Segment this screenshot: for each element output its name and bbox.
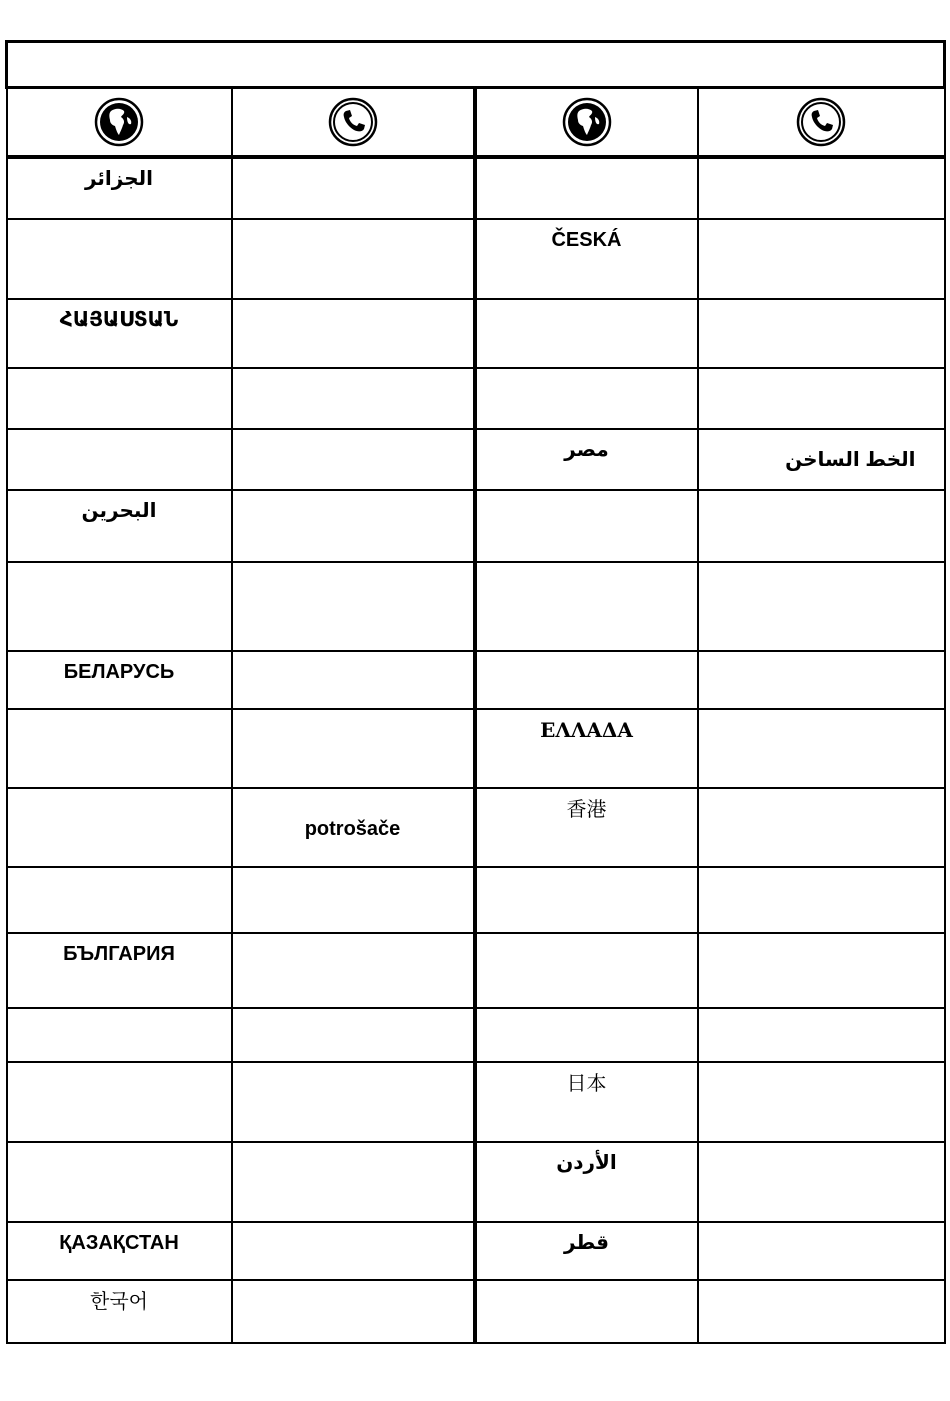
phone-left-text xyxy=(233,220,473,228)
phone-left-cell xyxy=(232,867,475,933)
phone-left-text xyxy=(233,563,473,571)
country-left-cell xyxy=(7,368,232,429)
country-right-text: 日本 xyxy=(566,1071,607,1095)
table-row xyxy=(7,219,945,299)
country-left-text: البحرين xyxy=(81,500,157,522)
country-right-text: 香港 xyxy=(566,797,607,821)
table-row xyxy=(7,709,945,788)
country-left-text xyxy=(8,1143,231,1151)
phone-left-cell xyxy=(232,219,475,299)
phone-right-cell xyxy=(698,1222,945,1280)
table-row xyxy=(7,299,945,368)
phone-left-text xyxy=(233,491,473,499)
phone-right-cell xyxy=(698,933,945,1008)
country-left-cell xyxy=(7,788,232,867)
country-right-text xyxy=(477,934,697,942)
phone-right-text xyxy=(699,934,944,942)
country-right-cell xyxy=(475,429,698,490)
phone-left-text xyxy=(233,300,473,308)
phone-left-cell xyxy=(232,157,475,219)
phone-left-cell xyxy=(232,1222,475,1280)
country-left-text: БЕЛАРУСЬ xyxy=(63,661,175,683)
phone-right-text xyxy=(699,652,944,660)
country-right-text xyxy=(477,563,697,571)
phone-right-text xyxy=(699,1223,944,1231)
phone-left-cell xyxy=(232,562,475,651)
support-contacts-table xyxy=(5,40,943,1344)
phone-right-cell xyxy=(698,219,945,299)
country-left-text xyxy=(8,563,231,571)
country-right-cell xyxy=(475,933,698,1008)
phone-right-cell xyxy=(698,1062,945,1142)
phone-right-cell xyxy=(698,368,945,429)
phone-left-text xyxy=(233,430,473,438)
country-right-text xyxy=(477,369,697,377)
country-right-cell xyxy=(475,788,698,867)
country-right-cell xyxy=(475,1008,698,1062)
country-left-cell xyxy=(7,429,232,490)
table-row xyxy=(7,490,945,562)
phone-left-text xyxy=(233,369,473,377)
country-left-cell xyxy=(7,933,232,1008)
country-left-cell xyxy=(7,1222,232,1280)
country-left-cell xyxy=(7,562,232,651)
phone-left-text xyxy=(233,1143,473,1151)
country-left-text xyxy=(8,789,231,797)
phone-left-cell xyxy=(232,429,475,490)
country-left-text: ՀԱՅԱՍՏԱՆ xyxy=(59,309,179,331)
country-left-text xyxy=(8,1063,231,1071)
country-left-cell xyxy=(7,867,232,933)
phone-right-text xyxy=(699,1281,944,1289)
phone-left-cell xyxy=(232,1142,475,1222)
country-right-text xyxy=(477,491,697,499)
phone-right-text xyxy=(699,220,944,228)
phone-right-cell xyxy=(698,1280,945,1343)
phone-right-cell xyxy=(698,709,945,788)
phone-left-cell xyxy=(232,709,475,788)
country-right-text: ΕΛΛΑΔΑ xyxy=(540,718,633,742)
globe-icon xyxy=(562,97,612,147)
phone-right-cell xyxy=(698,490,945,562)
country-right-text: الأردن xyxy=(556,1152,617,1174)
country-right-text xyxy=(477,868,697,876)
table-row xyxy=(7,1280,945,1343)
country-right-cell xyxy=(475,709,698,788)
phone-right-text xyxy=(699,300,944,308)
phone-right-text xyxy=(699,789,944,797)
table-row xyxy=(7,368,945,429)
country-left-text xyxy=(8,710,231,718)
country-right-cell xyxy=(475,1222,698,1280)
country-right-text xyxy=(477,300,697,308)
table-row xyxy=(7,562,945,651)
header-phone-left xyxy=(232,88,475,158)
phone-left-cell xyxy=(232,788,475,867)
phone-right-text xyxy=(699,1063,944,1071)
country-left-cell xyxy=(7,219,232,299)
country-right-text xyxy=(477,159,697,167)
header-phone-right xyxy=(698,88,945,158)
phone-right-cell xyxy=(698,429,945,490)
table-row xyxy=(7,429,945,490)
phone-right-text xyxy=(699,868,944,876)
country-right-cell xyxy=(475,867,698,933)
table-row xyxy=(7,157,945,219)
country-left-text xyxy=(8,369,231,377)
country-right-text: مصر xyxy=(564,439,609,461)
header-country-right xyxy=(475,88,698,158)
country-right-cell xyxy=(475,219,698,299)
country-right-cell xyxy=(475,157,698,219)
phone-icon xyxy=(796,97,846,147)
country-left-cell xyxy=(7,490,232,562)
phone-left-cell xyxy=(232,299,475,368)
phone-left-cell xyxy=(232,490,475,562)
country-right-text: قطر xyxy=(563,1232,610,1254)
country-right-cell xyxy=(475,1280,698,1343)
globe-icon xyxy=(94,97,144,147)
country-right-text xyxy=(477,1281,697,1289)
phone-left-text xyxy=(233,710,473,718)
table-row xyxy=(7,1008,945,1062)
country-left-text: الجزائر xyxy=(84,168,154,190)
phone-right-cell xyxy=(698,157,945,219)
phone-left-text xyxy=(233,1009,473,1017)
phone-left-text: potrošače xyxy=(304,818,401,840)
phone-left-text xyxy=(233,159,473,167)
phone-right-text: الخط الساخن xyxy=(785,449,916,471)
phone-left-text xyxy=(233,652,473,660)
country-left-text: БЪЛГАРИЯ xyxy=(63,943,175,965)
phone-right-cell xyxy=(698,299,945,368)
phone-left-cell xyxy=(232,933,475,1008)
country-left-cell xyxy=(7,1142,232,1222)
country-right-cell xyxy=(475,562,698,651)
phone-left-text xyxy=(233,1223,473,1231)
country-right-cell xyxy=(475,651,698,709)
table-row xyxy=(7,933,945,1008)
country-right-text xyxy=(477,1009,697,1017)
table-row xyxy=(7,1062,945,1142)
country-right-cell xyxy=(475,490,698,562)
table-row xyxy=(7,651,945,709)
table-row xyxy=(7,1222,945,1280)
phone-right-text xyxy=(699,159,944,167)
phone-right-cell xyxy=(698,788,945,867)
country-left-cell xyxy=(7,709,232,788)
country-left-cell xyxy=(7,157,232,219)
phone-right-cell xyxy=(698,867,945,933)
country-right-cell xyxy=(475,1142,698,1222)
phone-icon xyxy=(328,97,378,147)
country-right-text xyxy=(477,652,697,660)
phone-right-text xyxy=(699,1143,944,1151)
country-left-cell xyxy=(7,1280,232,1343)
country-left-cell xyxy=(7,1008,232,1062)
phone-left-text xyxy=(233,934,473,942)
phone-left-text xyxy=(233,1281,473,1289)
header-country-left xyxy=(7,88,232,158)
country-left-text xyxy=(8,1009,231,1017)
phone-right-text xyxy=(699,563,944,571)
country-left-cell xyxy=(7,299,232,368)
table-title xyxy=(7,42,945,88)
country-left-text: 한국어 xyxy=(90,1289,148,1313)
phone-left-cell xyxy=(232,1280,475,1343)
phone-left-cell xyxy=(232,1062,475,1142)
phone-right-cell xyxy=(698,562,945,651)
phone-left-cell xyxy=(232,368,475,429)
phone-left-text xyxy=(233,1063,473,1071)
country-right-cell xyxy=(475,1062,698,1142)
country-left-text xyxy=(8,868,231,876)
country-right-cell xyxy=(475,368,698,429)
country-left-text xyxy=(8,220,231,228)
table-row xyxy=(7,788,945,867)
country-right-text: ČESKÁ xyxy=(551,229,622,251)
phone-left-cell xyxy=(232,1008,475,1062)
phone-right-cell xyxy=(698,1008,945,1062)
country-left-cell xyxy=(7,651,232,709)
phone-left-text xyxy=(233,868,473,876)
phone-right-text xyxy=(699,369,944,377)
phone-right-text xyxy=(699,1009,944,1017)
phone-left-cell xyxy=(232,651,475,709)
phone-right-cell xyxy=(698,1142,945,1222)
table-row xyxy=(7,867,945,933)
country-right-cell xyxy=(475,299,698,368)
phone-right-cell xyxy=(698,651,945,709)
table-row xyxy=(7,1142,945,1222)
phone-right-text xyxy=(699,491,944,499)
country-left-text: ҚАЗАҚСТАН xyxy=(59,1232,179,1254)
country-left-cell xyxy=(7,1062,232,1142)
phone-right-text xyxy=(699,710,944,718)
country-left-text xyxy=(8,430,231,438)
